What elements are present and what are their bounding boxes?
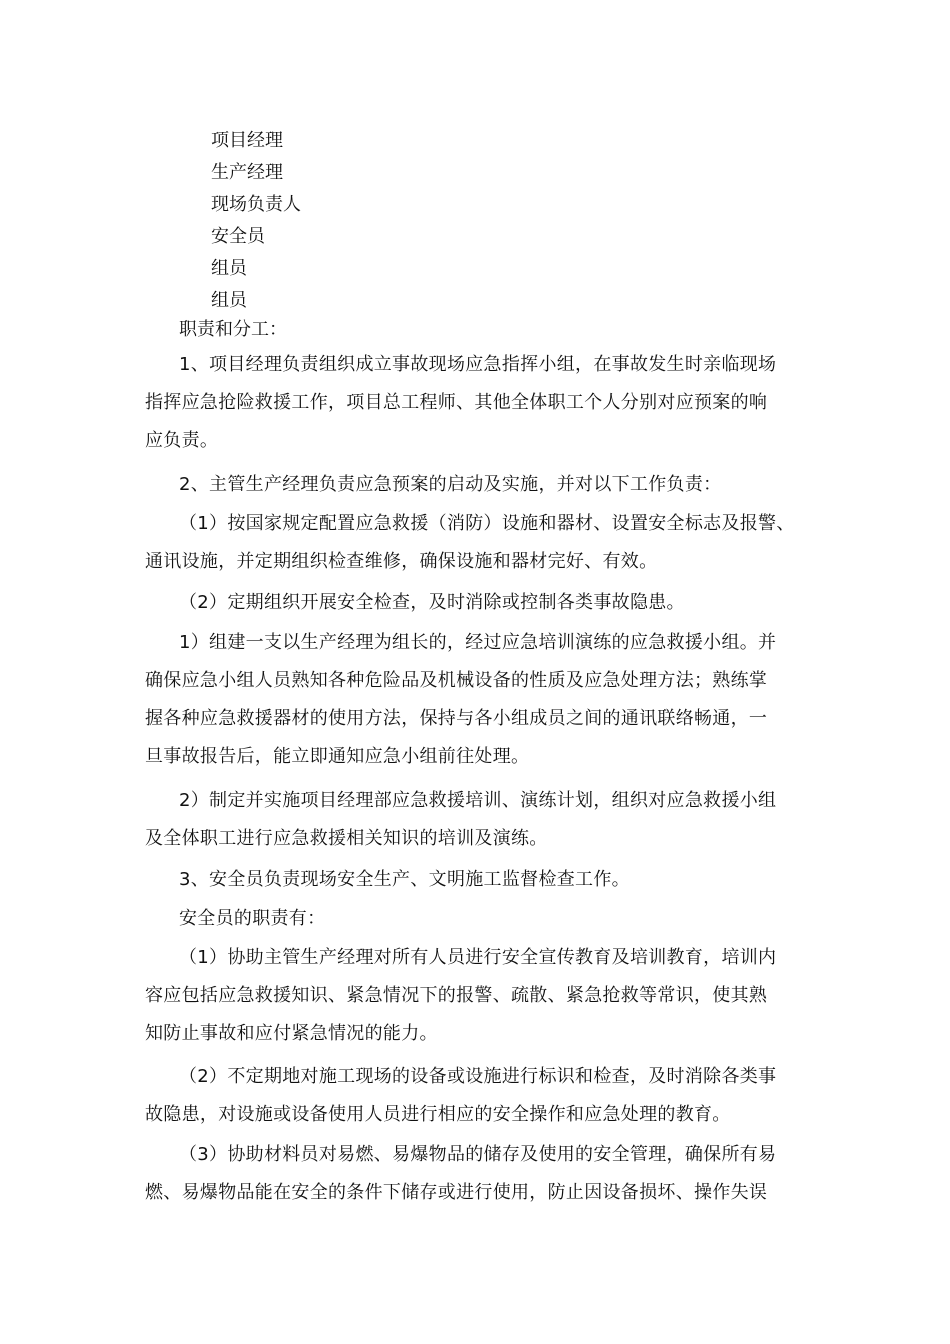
paragraph-line: 1）组建一支以生产经理为组长的，经过应急培训演练的应急救援小组。并 xyxy=(179,632,777,653)
paragraph-line: 2、主管生产经理负责应急预案的启动及实施，并对以下工作负责： xyxy=(179,474,722,495)
paragraph-line: （2）不定期地对施工现场的设备或设施进行标识和检查，及时消除各类事 xyxy=(179,1066,777,1087)
paragraph-6 xyxy=(145,782,835,858)
paragraph-2 xyxy=(145,466,835,504)
paragraph-line: 3、安全员负责现场安全生产、文明施工监督检查工作。 xyxy=(179,869,630,890)
role-member-1: 组员 xyxy=(211,258,247,279)
paragraph-line: 容应包括应急救援知识、紧急情况下的报警、疏散、紧急抢救等常识，使其熟 xyxy=(145,985,768,1006)
role-production-manager: 生产经理 xyxy=(211,162,283,183)
paragraph-line: 1、项目经理负责组织成立事故现场应急指挥小组，在事故发生时亲临现场 xyxy=(179,354,777,375)
paragraph-line: 2）制定并实施项目经理部应急救援培训、演练计划，组织对应急救援小组 xyxy=(179,790,777,811)
paragraph-line: 通讯设施，并定期组织检查维修，确保设施和器材完好、有效。 xyxy=(145,551,658,572)
paragraph-line: （2）定期组织开展安全检查，及时消除或控制各类事故隐患。 xyxy=(179,592,685,613)
paragraph-line: 燃、易爆物品能在安全的条件下储存或进行使用，防止因设备损坏、操作失误 xyxy=(145,1182,768,1203)
paragraph-7 xyxy=(145,861,835,899)
role-member-2: 组员 xyxy=(211,290,247,311)
paragraph-line: 及全体职工进行应急救援相关知识的培训及演练。 xyxy=(145,828,548,849)
paragraph-1 xyxy=(145,346,835,460)
paragraph-line: 握各种应急救援器材的使用方法，保持与各小组成员之间的通讯联络畅通，一 xyxy=(145,708,768,729)
paragraph-line: 知防止事故和应付紧急情况的能力。 xyxy=(145,1023,438,1044)
role-site-supervisor: 现场负责人 xyxy=(211,194,301,215)
paragraph-line: 旦事故报告后，能立即通知应急小组前往处理。 xyxy=(145,746,530,767)
paragraph-11 xyxy=(145,1136,835,1212)
paragraph-4 xyxy=(145,584,835,622)
duties-heading: 职责和分工： xyxy=(179,319,287,340)
role-safety-officer: 安全员 xyxy=(211,226,265,247)
paragraph-3 xyxy=(145,505,835,581)
paragraph-line: 安全员的职责有： xyxy=(179,908,326,929)
paragraph-line: （3）协助材料员对易燃、易爆物品的储存及使用的安全管理，确保所有易 xyxy=(179,1144,777,1165)
paragraph-8 xyxy=(145,900,835,938)
paragraph-line: 指挥应急抢险救援工作，项目总工程师、其他全体职工个人分别对应预案的响 xyxy=(145,392,768,413)
paragraph-line: 应负责。 xyxy=(145,430,219,451)
paragraph-line: 故隐患，对设施或设备使用人员进行相应的安全操作和应急处理的教育。 xyxy=(145,1104,731,1125)
role-project-manager: 项目经理 xyxy=(211,130,283,151)
paragraph-9 xyxy=(145,939,835,1053)
paragraph-line: 确保应急小组人员熟知各种危险品及机械设备的性质及应急处理方法；熟练掌 xyxy=(145,670,768,691)
paragraph-line: （1）按国家规定配置应急救援（消防）设施和器材、设置安全标志及报警、 xyxy=(179,513,795,534)
paragraph-10 xyxy=(145,1058,835,1134)
paragraph-5 xyxy=(145,624,835,776)
paragraph-line: （1）协助主管生产经理对所有人员进行安全宣传教育及培训教育，培训内 xyxy=(179,947,777,968)
